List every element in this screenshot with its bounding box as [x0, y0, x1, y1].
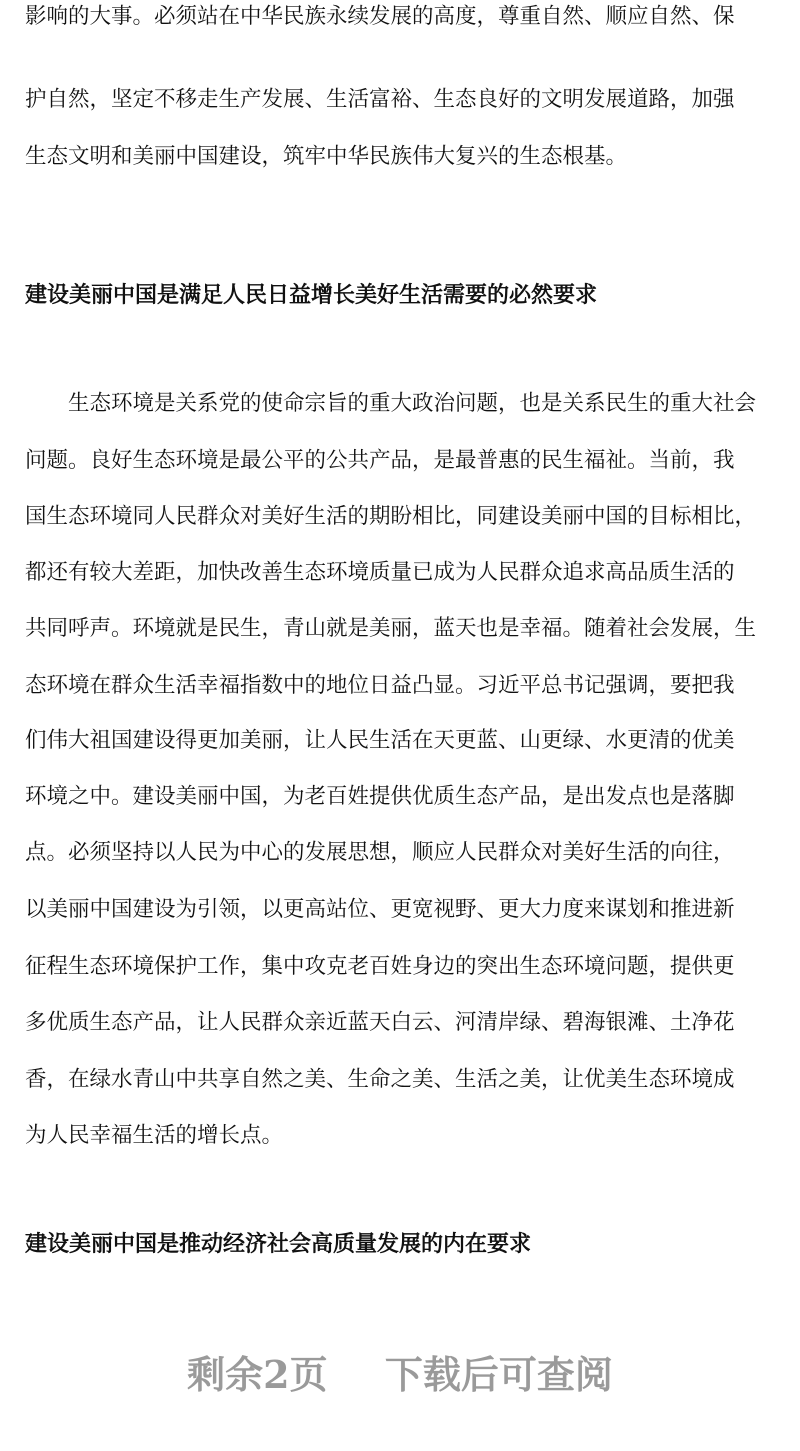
paragraph-line: 态环境在群众生活幸福指数中的地位日益凸显。习近平总书记强调，要把我 [25, 673, 735, 698]
remaining-pages-label: 剩余2页 [187, 1352, 328, 1397]
paragraph-line: 环境之中。建设美丽中国，为老百姓提供优质生态产品，是出发点也是落脚 [25, 784, 735, 809]
paragraph-line: 都还有较大差距，加快改善生态环境质量已成为人民群众追求高品质生活的 [25, 560, 735, 585]
paragraph-line: 生态文明和美丽中国建设，筑牢中华民族伟大复兴的生态根基。 [25, 144, 628, 169]
paragraph-line: 点。必须坚持以人民为中心的发展思想，顺应人民群众对美好生活的向往， [25, 840, 735, 865]
paragraph-line: 征程生态环境保护工作，集中攻克老百姓身边的突出生态环境问题，提供更 [25, 954, 735, 979]
section-heading: 建设美丽中国是满足人民日益增长美好生活需要的必然要求 [25, 283, 598, 308]
download-prompt[interactable] [0, 1350, 800, 1400]
paragraph-line: 共同呼声。环境就是民生，青山就是美丽，蓝天也是幸福。随着社会发展，生 [25, 616, 757, 641]
paragraph-line: 问题。良好生态环境是最公平的公共产品，是最普惠的民生福祉。当前，我 [25, 448, 735, 473]
paragraph-line: 香，在绿水青山中共享自然之美、生命之美、生活之美，让优美生态环境成 [25, 1067, 735, 1092]
paragraph-line: 们伟大祖国建设得更加美丽，让人民生活在天更蓝、山更绿、水更清的优美 [25, 728, 735, 753]
paragraph-line: 国生态环境同人民群众对美好生活的期盼相比，同建设美丽中国的目标相比， [25, 504, 757, 529]
paragraph-line: 生态环境是关系党的使命宗旨的重大政治问题，也是关系民生的重大社会 [68, 391, 757, 416]
paragraph-line: 多优质生态产品，让人民群众亲近蓝天白云、河清岸绿、碧海银滩、土净花 [25, 1010, 735, 1035]
paragraph-line: 护自然，坚定不移走生产发展、生活富裕、生态良好的文明发展道路，加强 [25, 87, 735, 112]
section-heading: 建设美丽中国是推动经济社会高质量发展的内在要求 [25, 1232, 532, 1257]
download-to-view-label[interactable]: 下载后可查阅 [384, 1352, 613, 1397]
paragraph-line: 影响的大事。必须站在中华民族永续发展的高度，尊重自然、顺应自然、保 [25, 4, 735, 29]
paragraph-line: 为人民幸福生活的增长点。 [25, 1123, 284, 1148]
paragraph-line: 以美丽中国建设为引领，以更高站位、更宽视野、更大力度来谋划和推进新 [25, 897, 735, 922]
